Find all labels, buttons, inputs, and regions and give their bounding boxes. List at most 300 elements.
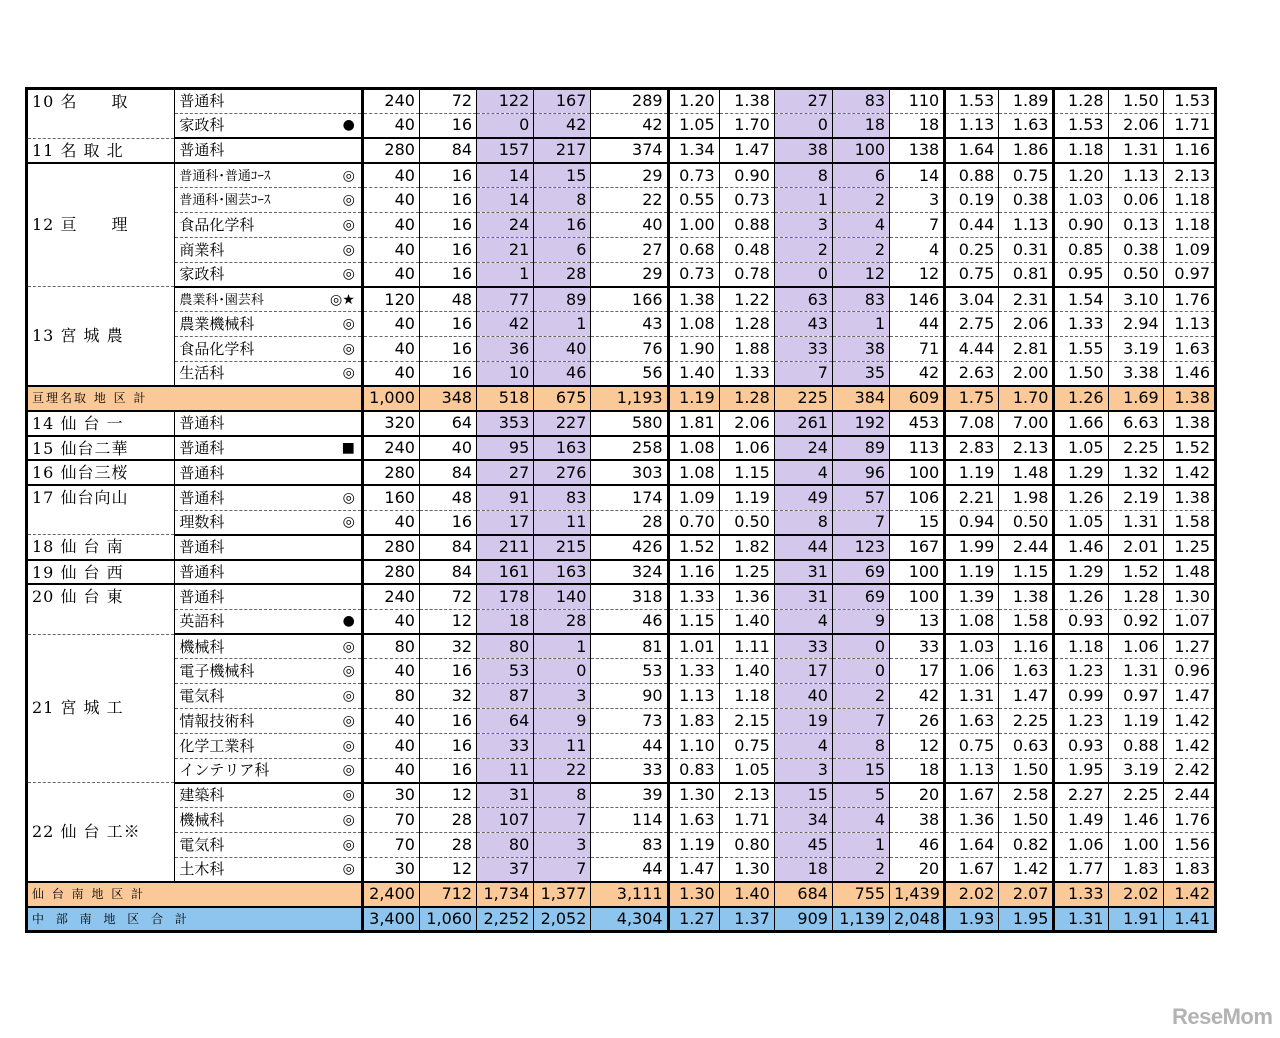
value-cell: 178 [477, 584, 534, 609]
value-cell: 1.00 [668, 212, 719, 237]
value-cell: 18 [890, 758, 945, 783]
value-cell: 1.06 [1108, 634, 1163, 659]
value-cell: 0.38 [999, 188, 1054, 213]
value-cell: 48 [419, 485, 476, 510]
value-cell: 1.99 [945, 535, 999, 560]
value-cell: 1.06 [945, 659, 999, 684]
value-cell: 1.19 [1108, 708, 1163, 733]
value-cell: 1.63 [945, 708, 999, 733]
value-cell: 2.02 [945, 882, 999, 907]
value-cell: 2,052 [534, 907, 591, 932]
department-mark: ◎ [342, 663, 355, 680]
value-cell: 28 [419, 832, 476, 857]
department-cell [175, 808, 362, 833]
value-cell: 0.78 [719, 262, 774, 287]
value-cell: 1.16 [1163, 138, 1215, 163]
school-name: 22 仙 台 工※ [27, 783, 175, 882]
value-cell: 28 [419, 808, 476, 833]
value-cell: 1 [534, 634, 591, 659]
value-cell: 20 [890, 783, 945, 808]
value-cell: 64 [477, 708, 534, 733]
value-cell: 3,400 [362, 907, 419, 932]
department-name: 電子機械科 [179, 662, 255, 681]
value-cell: 1.71 [719, 808, 774, 833]
value-cell: 0.93 [1054, 733, 1108, 758]
value-cell: 1.13 [1108, 163, 1163, 188]
department-name: 電気科 [179, 835, 225, 854]
value-cell: 2.25 [999, 708, 1054, 733]
value-cell: 1.23 [1054, 708, 1108, 733]
department-mark: ◎ [342, 812, 355, 828]
value-cell: 40 [362, 237, 419, 262]
value-cell: 1.67 [945, 857, 999, 882]
value-cell: 1.70 [719, 113, 774, 138]
department-cell [175, 411, 362, 436]
value-cell: 83 [832, 89, 889, 114]
value-cell: 1.53 [945, 89, 999, 114]
value-cell: 17 [890, 659, 945, 684]
value-cell: 107 [477, 808, 534, 833]
value-cell: 46 [591, 609, 668, 634]
value-cell: 12 [419, 609, 476, 634]
value-cell: 1.30 [668, 882, 719, 907]
value-cell: 46 [890, 832, 945, 857]
value-cell: 0.83 [668, 758, 719, 783]
value-cell: 1.50 [1108, 89, 1163, 114]
department-cell [175, 535, 362, 560]
department-name: 普通科 [179, 588, 225, 607]
table-row [27, 287, 1216, 312]
value-cell: 1.03 [945, 634, 999, 659]
value-cell: 69 [832, 560, 889, 585]
value-cell: 2.25 [1108, 783, 1163, 808]
value-cell: 33 [774, 336, 832, 361]
value-cell: 353 [477, 411, 534, 436]
department-mark: ◎ [342, 192, 355, 209]
value-cell: 1.50 [1054, 361, 1108, 386]
department-name: 建築科 [179, 786, 225, 805]
value-cell: 36 [477, 336, 534, 361]
value-cell: 42 [890, 361, 945, 386]
value-cell: 1 [832, 312, 889, 337]
value-cell: 1.16 [999, 634, 1054, 659]
value-cell: 1.40 [719, 609, 774, 634]
value-cell: 3.19 [1108, 758, 1163, 783]
value-cell: 0.38 [1108, 237, 1163, 262]
value-cell: 26 [890, 708, 945, 733]
department-cell [175, 188, 362, 213]
department-cell [175, 609, 362, 634]
value-cell: 16 [419, 188, 476, 213]
value-cell: 1.13 [945, 758, 999, 783]
value-cell: 100 [890, 584, 945, 609]
value-cell: 64 [419, 411, 476, 436]
school-name: 13 宮 城 農 [27, 287, 175, 386]
table-row [27, 832, 1216, 857]
department-cell [175, 733, 362, 758]
value-cell: 14 [477, 163, 534, 188]
value-cell: 0.55 [668, 188, 719, 213]
value-cell: 1.83 [1108, 857, 1163, 882]
department-cell [175, 336, 362, 361]
value-cell: 33 [774, 634, 832, 659]
value-cell: 1.16 [668, 560, 719, 585]
value-cell: 0.13 [1108, 212, 1163, 237]
department-mark: ◎ [342, 167, 355, 184]
value-cell: 2.44 [999, 535, 1054, 560]
value-cell: 18 [477, 609, 534, 634]
value-cell: 1.83 [1163, 857, 1215, 882]
table-row [27, 312, 1216, 337]
value-cell: 0.90 [719, 163, 774, 188]
school-name: 21 宮 城 工 [27, 634, 175, 783]
value-cell: 16 [419, 510, 476, 535]
value-cell: 69 [832, 584, 889, 609]
value-cell: 16 [419, 163, 476, 188]
department-cell [175, 510, 362, 535]
value-cell: 0.75 [945, 262, 999, 287]
value-cell: 1.28 [1108, 584, 1163, 609]
school-name: 11 名 取 北 [27, 138, 175, 163]
value-cell: 1.19 [668, 832, 719, 857]
value-cell: 40 [534, 336, 591, 361]
value-cell: 2 [832, 188, 889, 213]
value-cell: 13 [890, 609, 945, 634]
value-cell: 27 [774, 89, 832, 114]
value-cell: 1.75 [945, 386, 999, 411]
value-cell: 45 [774, 832, 832, 857]
table-row [27, 609, 1216, 634]
value-cell: 12 [890, 733, 945, 758]
value-cell: 1,734 [477, 882, 534, 907]
value-cell: 1.70 [999, 386, 1054, 411]
value-cell: 1.05 [1054, 510, 1108, 535]
value-cell: 0.19 [945, 188, 999, 213]
department-name: インテリア科 [179, 761, 270, 780]
value-cell: 44 [774, 535, 832, 560]
value-cell: 1.03 [1054, 188, 1108, 213]
value-cell: 289 [591, 89, 668, 114]
value-cell: 8 [534, 783, 591, 808]
value-cell: 1.33 [1054, 882, 1108, 907]
value-cell: 1.58 [999, 609, 1054, 634]
value-cell: 1.46 [1054, 535, 1108, 560]
value-cell: 76 [591, 336, 668, 361]
value-cell: 7 [832, 510, 889, 535]
value-cell: 22 [534, 758, 591, 783]
value-cell: 1.52 [668, 535, 719, 560]
value-cell: 1.19 [945, 560, 999, 585]
value-cell: 19 [774, 708, 832, 733]
value-cell: 1.63 [668, 808, 719, 833]
value-cell: 4 [774, 733, 832, 758]
department-name: 土木科 [179, 860, 225, 879]
value-cell: 1.08 [668, 460, 719, 485]
value-cell: 1.22 [719, 287, 774, 312]
value-cell: 1.95 [999, 907, 1054, 932]
value-cell: 77 [477, 287, 534, 312]
value-cell: 114 [591, 808, 668, 833]
subtotal-label: 仙 台 南 地 区 計 [27, 882, 363, 907]
table-row [27, 361, 1216, 386]
value-cell: 16 [419, 758, 476, 783]
department-mark: ◎ [342, 365, 355, 382]
value-cell: 0.85 [1054, 237, 1108, 262]
table-row [27, 237, 1216, 262]
value-cell: 4 [890, 237, 945, 262]
value-cell: 3 [774, 212, 832, 237]
value-cell: 1.26 [1054, 485, 1108, 510]
department-name: 機械科 [179, 811, 225, 829]
value-cell: 22 [591, 188, 668, 213]
value-cell: 30 [362, 783, 419, 808]
value-cell: 1.48 [999, 460, 1054, 485]
department-name: 普通科 [179, 463, 225, 482]
value-cell: 21 [477, 237, 534, 262]
value-cell: 31 [774, 584, 832, 609]
value-cell: 0.80 [719, 832, 774, 857]
value-cell: 9 [832, 609, 889, 634]
value-cell: 280 [362, 460, 419, 485]
department-name: 電気科 [179, 687, 225, 706]
value-cell: 0 [774, 262, 832, 287]
value-cell: 3.04 [945, 287, 999, 312]
value-cell: 1.64 [945, 138, 999, 163]
value-cell: 1,060 [419, 907, 476, 932]
value-cell: 3 [774, 758, 832, 783]
value-cell: 113 [890, 436, 945, 461]
department-name: 食品化学科 [179, 339, 255, 358]
value-cell: 70 [362, 808, 419, 833]
value-cell: 1.40 [719, 882, 774, 907]
value-cell: 280 [362, 560, 419, 585]
value-cell: 2.15 [719, 708, 774, 733]
value-cell: 2,252 [477, 907, 534, 932]
value-cell: 1.38 [668, 287, 719, 312]
value-cell: 2.63 [945, 361, 999, 386]
value-cell: 0.63 [999, 733, 1054, 758]
value-cell: 44 [591, 733, 668, 758]
table-row [27, 808, 1216, 833]
value-cell: 16 [419, 659, 476, 684]
value-cell: 1.47 [719, 138, 774, 163]
value-cell: 7 [534, 857, 591, 882]
value-cell: 1.28 [719, 312, 774, 337]
grand-total-label: 中 部 南 地 区 合 計 [27, 907, 363, 932]
value-cell: 276 [534, 460, 591, 485]
value-cell: 91 [477, 485, 534, 510]
department-name: 家政科 [179, 265, 225, 284]
value-cell: 1.18 [1054, 138, 1108, 163]
value-cell: 1.63 [1163, 336, 1215, 361]
value-cell: 40 [362, 733, 419, 758]
value-cell: 280 [362, 138, 419, 163]
value-cell: 18 [832, 113, 889, 138]
value-cell: 2.83 [945, 436, 999, 461]
value-cell: 0.50 [719, 510, 774, 535]
value-cell: 163 [534, 560, 591, 585]
department-cell [175, 460, 362, 485]
department-mark: ◎ [342, 638, 355, 655]
value-cell: 1.55 [1054, 336, 1108, 361]
department-cell [175, 684, 362, 709]
value-cell: 2 [832, 684, 889, 709]
value-cell: 3.19 [1108, 336, 1163, 361]
department-mark: ◎ [342, 216, 355, 233]
table-row [27, 510, 1216, 535]
value-cell: 35 [832, 361, 889, 386]
value-cell: 3.38 [1108, 361, 1163, 386]
value-cell: 2 [832, 857, 889, 882]
value-cell: 84 [419, 460, 476, 485]
value-cell: 518 [477, 386, 534, 411]
school-name: 10 名 取 [27, 89, 175, 139]
value-cell: 7 [774, 361, 832, 386]
value-cell: 1.19 [668, 386, 719, 411]
value-cell: 16 [419, 312, 476, 337]
value-cell: 1.98 [999, 485, 1054, 510]
value-cell: 1.27 [668, 907, 719, 932]
value-cell: 0.50 [999, 510, 1054, 535]
department-mark: ◎ [342, 861, 355, 878]
value-cell: 6 [832, 163, 889, 188]
department-mark: ◎ [342, 762, 355, 779]
value-cell: 453 [890, 411, 945, 436]
value-cell: 160 [362, 485, 419, 510]
department-cell [175, 138, 362, 163]
value-cell: 1.33 [719, 361, 774, 386]
department-cell [175, 758, 362, 783]
value-cell: 81 [591, 634, 668, 659]
value-cell: 2.06 [999, 312, 1054, 337]
department-cell [175, 361, 362, 386]
value-cell: 0.75 [719, 733, 774, 758]
value-cell: 0.95 [1054, 262, 1108, 287]
value-cell: 1.29 [1054, 560, 1108, 585]
value-cell: 53 [477, 659, 534, 684]
department-name: 食品化学科 [179, 215, 255, 234]
value-cell: 2.75 [945, 312, 999, 337]
value-cell: 4 [774, 460, 832, 485]
value-cell: 28 [534, 609, 591, 634]
value-cell: 2.94 [1108, 312, 1163, 337]
value-cell: 1.89 [999, 89, 1054, 114]
value-cell: 280 [362, 535, 419, 560]
value-cell: 40 [362, 510, 419, 535]
value-cell: 163 [534, 436, 591, 461]
value-cell: 83 [832, 287, 889, 312]
value-cell: 1.05 [668, 113, 719, 138]
value-cell: 1,193 [591, 386, 668, 411]
value-cell: 15 [832, 758, 889, 783]
value-cell: 100 [890, 560, 945, 585]
value-cell: 0.31 [999, 237, 1054, 262]
value-cell: 83 [534, 485, 591, 510]
department-name: 情報技術科 [179, 711, 255, 730]
department-mark: ● [342, 613, 355, 630]
value-cell: 31 [774, 560, 832, 585]
value-cell: 2.13 [719, 783, 774, 808]
value-cell: 123 [832, 535, 889, 560]
value-cell: 1.30 [668, 783, 719, 808]
value-cell: 6.63 [1108, 411, 1163, 436]
value-cell: 167 [890, 535, 945, 560]
value-cell: 1.08 [668, 312, 719, 337]
department-cell [175, 857, 362, 882]
value-cell: 84 [419, 138, 476, 163]
value-cell: 1.15 [668, 609, 719, 634]
value-cell: 1.42 [1163, 460, 1215, 485]
value-cell: 1.63 [999, 659, 1054, 684]
value-cell: 1.40 [719, 659, 774, 684]
value-cell: 1.53 [1163, 89, 1215, 114]
table-row [27, 758, 1216, 783]
value-cell: 83 [591, 832, 668, 857]
value-cell: 1.33 [1054, 312, 1108, 337]
table-row [27, 212, 1216, 237]
value-cell: 80 [477, 634, 534, 659]
value-cell: 0 [534, 659, 591, 684]
value-cell: 16 [419, 336, 476, 361]
value-cell: 42 [591, 113, 668, 138]
value-cell: 16 [534, 212, 591, 237]
value-cell: 1.52 [1163, 436, 1215, 461]
value-cell: 1.38 [1163, 485, 1215, 510]
value-cell: 122 [477, 89, 534, 114]
value-cell: 1.06 [719, 436, 774, 461]
value-cell: 0.88 [719, 212, 774, 237]
value-cell: 2.25 [1108, 436, 1163, 461]
value-cell: 1.69 [1108, 386, 1163, 411]
value-cell: 580 [591, 411, 668, 436]
value-cell: 0.82 [999, 832, 1054, 857]
value-cell: 1.37 [719, 907, 774, 932]
value-cell: 43 [774, 312, 832, 337]
value-cell: 18 [890, 113, 945, 138]
value-cell: 211 [477, 535, 534, 560]
value-cell: 32 [419, 684, 476, 709]
value-cell: 174 [591, 485, 668, 510]
department-mark: ◎ [342, 266, 355, 283]
value-cell: 40 [362, 262, 419, 287]
department-name: 生活科 [179, 364, 225, 383]
value-cell: 1.40 [668, 361, 719, 386]
value-cell: 1.86 [999, 138, 1054, 163]
value-cell: 348 [419, 386, 476, 411]
value-cell: 1.46 [1163, 361, 1215, 386]
table-row [27, 138, 1216, 163]
value-cell: 1,000 [362, 386, 419, 411]
value-cell: 40 [362, 336, 419, 361]
value-cell: 15 [534, 163, 591, 188]
department-name: 普通科 [179, 488, 225, 507]
value-cell: 0.73 [719, 188, 774, 213]
department-name: 普通科･普通ｺｰｽ [179, 168, 271, 184]
value-cell: 44 [591, 857, 668, 882]
table-row [27, 460, 1216, 485]
value-cell: 1.38 [1163, 386, 1215, 411]
value-cell: 5 [832, 783, 889, 808]
value-cell: 11 [477, 758, 534, 783]
value-cell: 0.75 [945, 733, 999, 758]
value-cell: 1 [477, 262, 534, 287]
value-cell: 324 [591, 560, 668, 585]
value-cell: 43 [591, 312, 668, 337]
grand-total-row [27, 907, 1216, 932]
value-cell: 17 [774, 659, 832, 684]
value-cell: 2,048 [890, 907, 945, 932]
value-cell: 2 [832, 237, 889, 262]
